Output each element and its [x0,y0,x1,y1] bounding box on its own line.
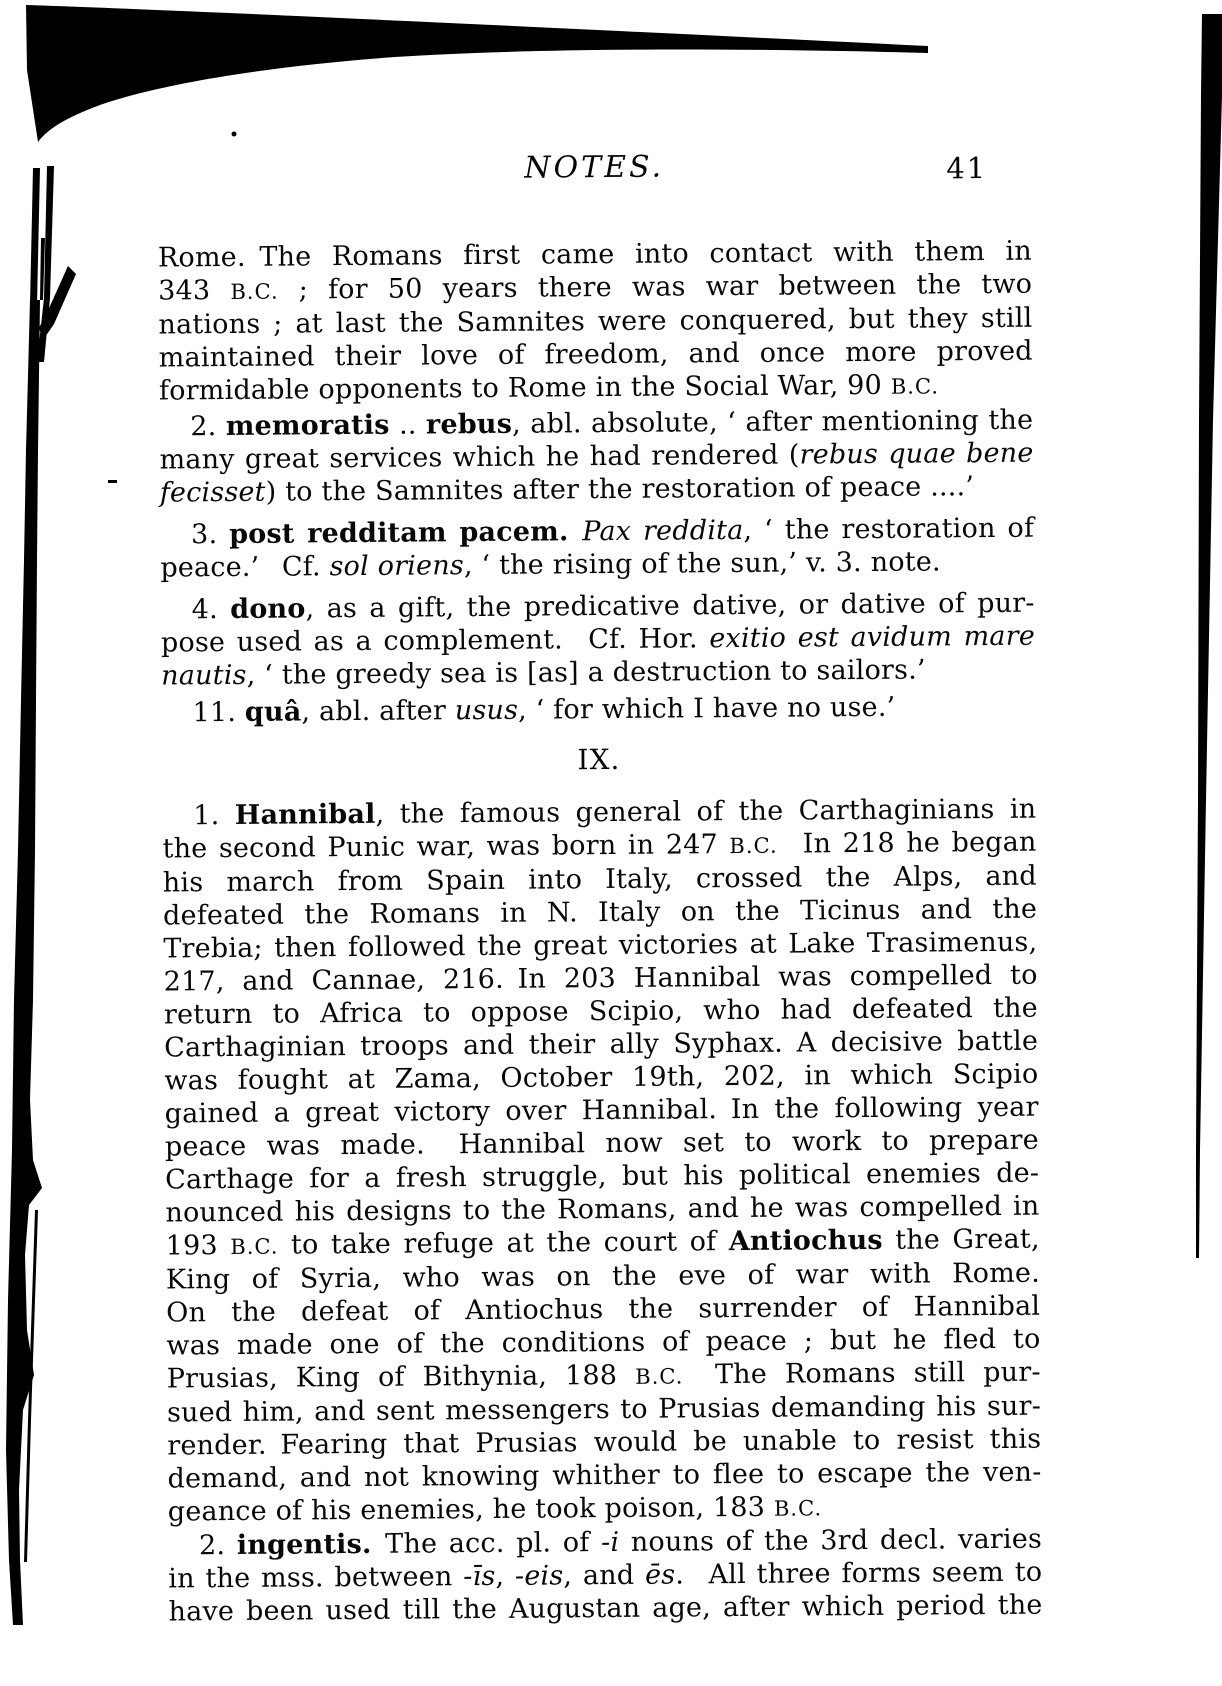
text-block [158,235,1033,409]
text-run: nouns of the 3rd decl. varies [619,1523,1043,1558]
text-run [568,516,582,547]
text-run: .. [389,409,427,441]
section-heading [162,740,1036,780]
text-run: exitio est avidum mare [709,620,1036,655]
text-run: memoratis [225,409,390,443]
text-run: peace was made. Hannibal now set to work to prepare [164,1124,1040,1163]
text-run: ēs [644,1559,676,1591]
text-run: King of Syria, who was on the eve of war with Rome. [165,1257,1041,1296]
text-run: -i [600,1526,620,1559]
text-line [168,1589,1042,1629]
text-run: dono [230,593,306,625]
text-run: return to Africa to oppose Scipio, who had defeated the [163,992,1038,1031]
text-run: B.C. [729,832,778,859]
text-run: , ‘ the rising of the sun,’ v. 3. note. [463,546,941,582]
text-line [160,545,1034,585]
text-run: geance of his enemies, he took poison, 183 [167,1491,775,1528]
text-run: defeated the Romans in N. Italy on the Ticinus and the [162,893,1038,932]
text-run: , ‘ for which I have no use.’ [517,691,896,726]
text-run: 2. [198,1529,237,1562]
page-header [157,147,1031,189]
page-body [158,235,1043,1629]
page-header-title: NOTES. [524,149,665,186]
text-run: sol oriens [329,550,465,583]
text-run: -īs [463,1560,496,1593]
text-run: IX. [577,742,621,777]
text-run: Rome. The Romans first came into contact with them in [157,235,1033,274]
text-run: , the famous general of the Carthaginians in [375,793,1037,830]
text-run: 3. [190,518,230,551]
text-run: in the mss. between [168,1561,464,1595]
text-run: quâ [244,696,302,728]
text-run: nautis [161,659,247,692]
text-run: Trebia; then followed the great victories at Lake Trasimenus, [163,926,1038,965]
text-run: to take refuge at the court of [278,1226,729,1261]
text-run: ; for 50 years there was war between the two [278,268,1033,306]
text-run: render. Fearing that Prusias would be unable to resist this [167,1423,1042,1462]
text-run: Prusias, King of Bithynia, 188 [166,1359,636,1395]
text-run: rebus [425,408,513,441]
text-run: was fought at Zama, October 19th, 202, in which Scipio [164,1058,1039,1097]
text-run: 193 [165,1230,231,1262]
text-run: his march from Spain into Italy, crossed the Alps, and [162,860,1037,899]
text-line [159,368,1033,409]
text-run: sued him, and sent messengers to Prusias demanding his sur- [166,1390,1042,1429]
text-run: Carthaginian troops and their ally Syphax. A decisive battle [164,1025,1039,1064]
text-run: , [495,1560,516,1592]
text-run: Antiochus [728,1224,883,1258]
text-run: B.C. [773,1495,823,1521]
text-run: The Romans still pur- [683,1356,1041,1391]
text-run: The acc. pl. of [371,1527,602,1560]
page-number: 41 [946,151,988,186]
text-run: 11. [192,696,245,729]
text-run: fecisset [159,476,266,509]
text-run: gained a great victory over Hannibal. In the following year [164,1091,1039,1130]
text-line [160,470,1034,510]
text-run: 4. [191,593,231,626]
text-run: the second Punic war, was born in 247 [162,829,730,865]
text-run: . All three forms seem to [675,1556,1043,1591]
text-block [160,512,1034,585]
text-run: nounced his designs to the Romans, and he was compelled in [165,1190,1040,1229]
text-run: pose used as a complement. Cf. Hor. [160,623,710,659]
text-run: usus [454,694,519,727]
text-run: 2. [190,411,226,443]
text-run: , abl. after [301,695,455,728]
text-run: B.C. [230,1233,279,1260]
text-line [161,653,1035,693]
text-run: , ‘ the greedy sea is [as] a destruction to sailors.’ [246,654,926,691]
text-run: many great services which he had rendered ( [159,439,800,476]
text-run: ingentis. [236,1528,372,1561]
text-block [162,793,1042,1530]
text-block [161,587,1036,693]
text-run: post redditam pacem. [229,516,569,550]
text-run: have been used till the Augustan age, after which period the [168,1589,1043,1628]
text-run: ) to the Samnites after the restoration of peace ....’ [265,471,975,508]
text-run: 1. [193,799,235,832]
text-run: , ‘ the restoration of [743,512,1035,546]
text-run: was made one of the conditions of peace ; but he fled to [166,1323,1041,1362]
text-line [161,690,1035,730]
text-run: , abl. absolute, ‘ after mentioning the [511,404,1034,440]
text-run: peace.’ Cf. [160,551,330,584]
text-run: 217, and Cannae, 216. In 203 Hannibal was compelled to [163,959,1038,998]
text-run: In 218 he began [777,826,1037,860]
text-run: demand, and not knowing whither to flee to escape the ven- [167,1456,1042,1495]
text-run: B.C. [230,278,279,304]
text-run: -eis [514,1560,564,1592]
text-run: Hannibal [234,798,376,831]
text-run: maintained their love of freedom, and once more proved [158,335,1033,374]
text-run: Carthage for a fresh struggle, but his political enemies de- [165,1157,1040,1196]
text-line [167,1456,1041,1496]
text-run: Pax reddita [582,514,744,548]
text-run: On the defeat of Antiochus the surrender of Hannibal [166,1290,1041,1329]
text-run: the Great, [882,1223,1040,1256]
text-run: rebus quae bene [799,437,1034,471]
text-run: B.C. [635,1363,684,1389]
text-run: B.C. [890,373,940,399]
text-run: , as a gift, the predicative dative, or dative of pur- [305,587,1035,625]
text-block [161,690,1035,730]
text-run: 343 [158,274,231,307]
text-run: nations ; at last the Samnites were conquered, but they still [158,302,1033,341]
text-line [162,740,1036,780]
text-block [159,404,1034,510]
text-run: formidable opponents to Rome in the Social War, 90 [158,369,891,407]
text-run: , and [563,1559,646,1592]
text-block [168,1523,1043,1629]
